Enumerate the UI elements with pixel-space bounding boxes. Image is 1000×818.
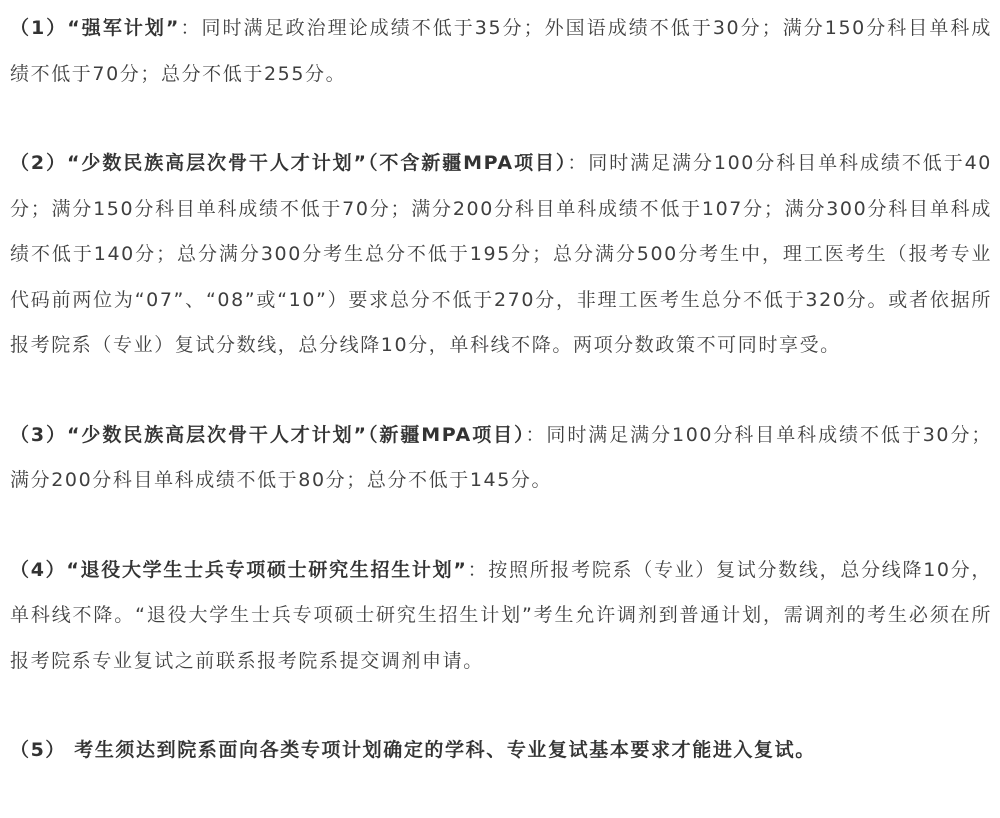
paragraph-3 <box>10 413 992 504</box>
paragraph-1-heading: （1）“强军计划” <box>10 17 181 39</box>
paragraph-2-body: ：同时满足满分100分科目单科成绩不低于40分；满分150分科目单科成绩不低于70分；满分200分科目单科成绩不低于107分；满分300分科目单科成绩不低于140分；总分满分300分考生总分不低于195分；总分满分500分考生中，理工医考生（报考专业代码前两位为“07”、“08”或“10”）要求总分不低于270分，非理工医考生总分不低于320分。或者依据所报考院系（专业）复试分数线，总分线降10分，单科线不降。两项分数政策不可同时享受。 <box>10 152 992 356</box>
paragraph-3-heading: （3）“少数民族高层次骨干人才计划”（新疆MPA项目） <box>10 423 526 446</box>
paragraph-2-heading: （2）“少数民族高层次骨干人才计划”（不含新疆MPA项目） <box>10 152 568 174</box>
paragraph-4-body: ：按照所报考院系（专业）复试分数线，总分线降10分，单科线不降。“退役大学生士兵专项硕士研究生招生计划”考生允许调剂到普通计划，需调剂的考生必须在所报考院系专业复试之前联系报考院系提交调剂申请。 <box>10 558 993 672</box>
paragraph-1 <box>10 6 992 97</box>
paragraph-1-body: ：同时满足政治理论成绩不低于35分；外国语成绩不低于30分；满分150分科目单科成绩不低于70分；总分不低于255分。 <box>10 17 992 85</box>
paragraph-2 <box>10 141 992 369</box>
paragraph-5: （5） 考生须达到院系面向各类专项计划确定的学科、专业复试基本要求才能进入复试。 <box>10 739 816 761</box>
paragraph-4 <box>10 548 992 685</box>
paragraph-4-heading: （4）“退役大学生士兵专项硕士研究生招生计划” <box>10 558 468 581</box>
paragraph-3-body: ：同时满足满分100分科目单科成绩不低于30分；满分200分科目单科成绩不低于80分；总分不低于145分。 <box>10 423 992 491</box>
